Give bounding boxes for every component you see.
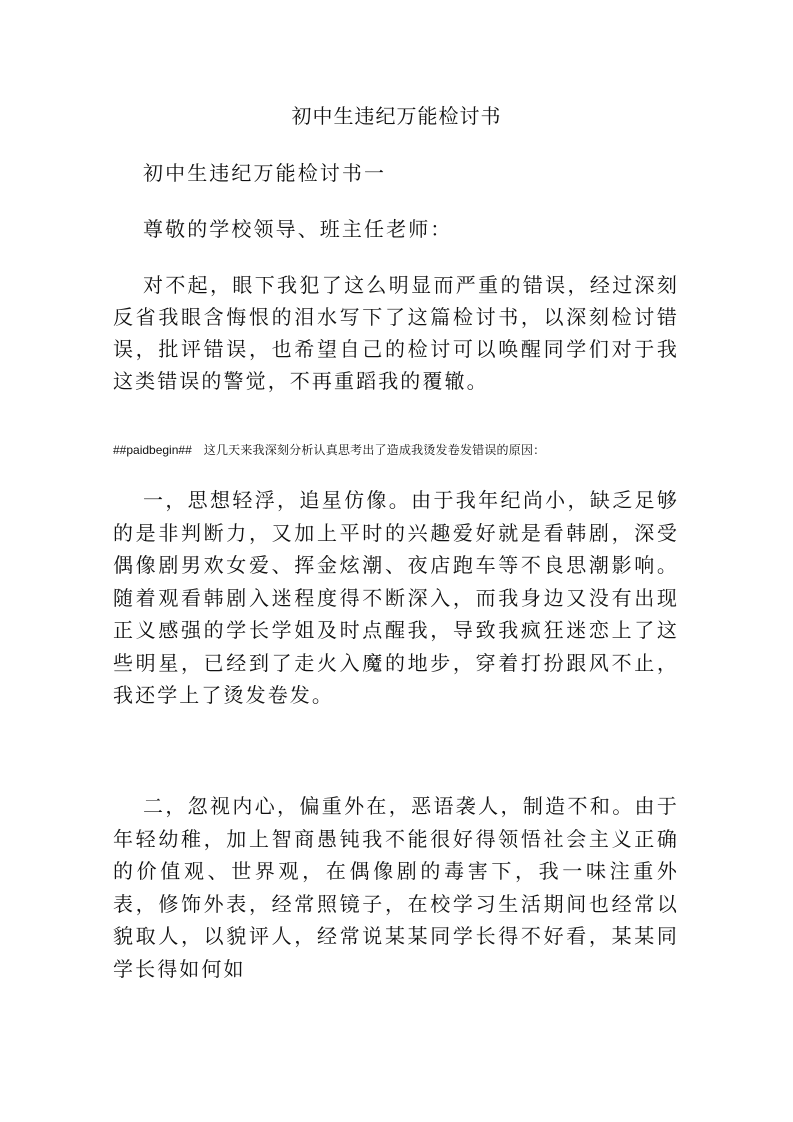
paragraph-reason-two: 二，忽视内心，偏重外在，恶语袭人，制造不和。由于年轻幼稚，加上智商愚钝我不能很好得领悟社会主义正确的价值观、世界观，在偶像剧的毒害下，我一味注重外表，修饰外表，经常照镜子，在校学习生活期间也经常以貌取人，以貌评人，经常说某某同学长得不好看，某某同学长得如何如 [113,794,679,981]
paid-begin-marker: ##paidbegin## [113,443,192,457]
marker-caption: 这几天来我深刻分析认真思考出了造成我烫发卷发错误的原因： [203,443,546,457]
paid-marker-line [113,440,679,461]
paragraph-apology: 对不起，眼下我犯了这么明显而严重的错误，经过深刻反省我眼含悔恨的泪水写下了这篇检讨书，以深刻检讨错误，批评错误，也希望自己的检讨可以唤醒同学们对于我这类错误的警觉，不再重蹈我的覆辙。 [113,273,679,393]
section-heading: 初中生违纪万能检讨书一 [143,161,387,185]
salutation: 尊敬的学校领导、班主任老师： [143,217,453,241]
document-title: 初中生违纪万能检讨书 [291,104,502,128]
paragraph-reason-one: 一，思想轻浮，追星仿像。由于我年纪尚小，缺乏足够的是非判断力，又加上平时的兴趣爱好就是看韩剧，深受偶像剧男欢女爱、挥金炫潮、夜店跑车等不良思潮影响。随着观看韩剧入迷程度得不断深入，而我身边又没有出现正义感强的学长学姐及时点醒我，导致我疯狂迷恋上了这些明星，已经到了走火入魔的地步，穿着打扮跟风不止，我还学上了烫发卷发。 [113,488,679,707]
